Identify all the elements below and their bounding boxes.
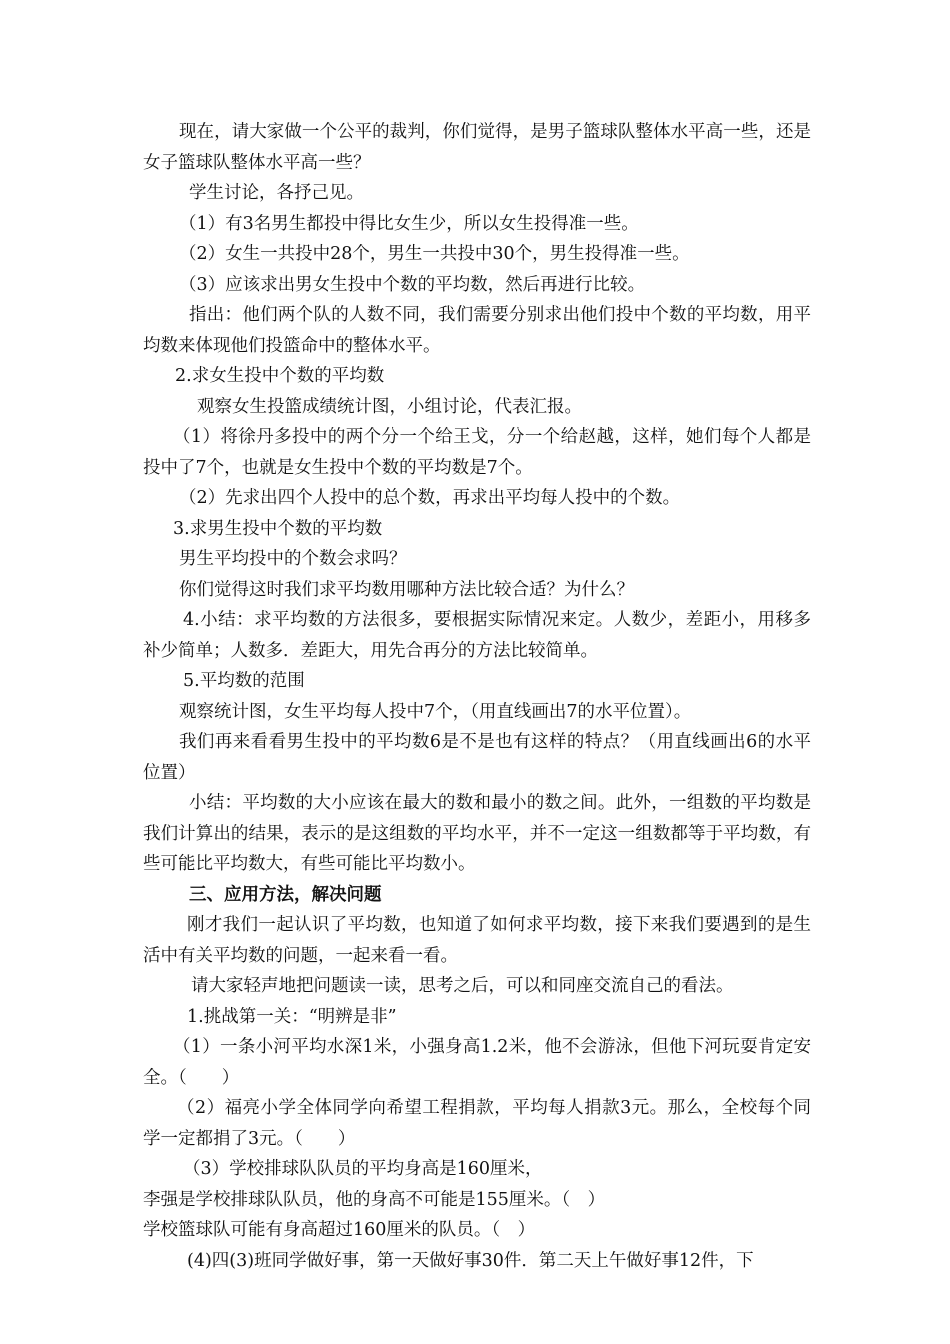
paragraph: （3）学校排球队队员的平均身高是160厘米， xyxy=(183,1159,543,1179)
paragraph: 学生讨论，各抒己见。 xyxy=(189,183,364,203)
paragraph: (4)四(3)班同学做好事，第一天做好事30件．第二天上午做好事12件，下 xyxy=(187,1250,754,1271)
paragraph: （3）应该求出男女生投中个数的平均数，然后再进行比较。 xyxy=(179,274,646,295)
paragraph: 男生平均投中的个数会求吗？ xyxy=(179,549,407,569)
paragraph: 学校篮球队可能有身高超过160厘米的队员。（ ） xyxy=(143,1220,536,1240)
paragraph: 2.求女生投中个数的平均数 xyxy=(175,366,385,386)
paragraph: 请大家轻声地把问题读一读，思考之后，可以和同座交流自己的看法。 xyxy=(191,976,734,996)
paragraph: （1）一条小河平均水深1米，小强身高1.2米，他不会游泳，但他下河玩耍肯定安全。（ ） xyxy=(143,1037,811,1088)
paragraph: 观察统计图，女生平均每人投中7个，（用直线画出7的水平位置）。 xyxy=(179,701,692,722)
paragraph: 现在，请大家做一个公平的裁判，你们觉得，是男子篮球队整体水平高一些，还是女子篮球队整体水平高一些？ xyxy=(143,122,811,173)
paragraph: （2）福亮小学全体同学向希望工程捐款，平均每人捐款3元。那么，全校每个同学一定都捐了3元。（ ） xyxy=(143,1098,811,1149)
paragraph: 观察女生投篮成绩统计图，小组讨论，代表汇报。 xyxy=(197,396,582,417)
section-heading: 三、应用方法，解决问题 xyxy=(189,884,382,905)
paragraph: （2）先求出四个人投中的总个数，再求出平均每人投中的个数。 xyxy=(179,488,681,508)
paragraph: 5.平均数的范围 xyxy=(183,671,305,691)
paragraph: （2）女生一共投中28个，男生一共投中30个，男生投得准一些。 xyxy=(179,244,690,264)
paragraph: 我们再来看看男生投中的平均数6是不是也有这样的特点？（用直线画出6的水平位置） xyxy=(143,732,811,783)
paragraph: 你们觉得这时我们求平均数用哪种方法比较合适？为什么？ xyxy=(179,579,634,600)
document-body xyxy=(143,117,811,1276)
paragraph: 1.挑战第一关：“明辨是非” xyxy=(187,1006,397,1027)
paragraph: （1）将徐丹多投中的两个分一个给王戈，分一个给赵越，这样，她们每个人都是投中了7个，也就是女生投中个数的平均数是7个。 xyxy=(143,427,811,478)
paragraph: 3.求男生投中个数的平均数 xyxy=(173,518,383,539)
paragraph: （1）有3名男生都投中得比女生少，所以女生投得准一些。 xyxy=(179,213,639,234)
paragraph: 刚才我们一起认识了平均数，也知道了如何求平均数，接下来我们要遇到的是生活中有关平均数的问题，一起来看一看。 xyxy=(143,915,811,966)
paragraph: 小结：平均数的大小应该在最大的数和最小的数之间。此外，一组数的平均数是我们计算出的结果，表示的是这组数的平均水平，并不一定这一组数都等于平均数，有些可能比平均数大，有些可能比平均数小。 xyxy=(143,793,811,874)
paragraph: 指出：他们两个队的人数不同，我们需要分别求出他们投中个数的平均数，用平均数来体现他们投篮命中的整体水平。 xyxy=(143,305,811,356)
paragraph: 李强是学校排球队队员，他的身高不可能是155厘米。（ ） xyxy=(143,1189,606,1210)
paragraph: 4.小结：求平均数的方法很多，要根据实际情况来定。人数少，差距小，用移多补少简单；人数多．差距大，用先合再分的方法比较简单。 xyxy=(143,610,811,661)
